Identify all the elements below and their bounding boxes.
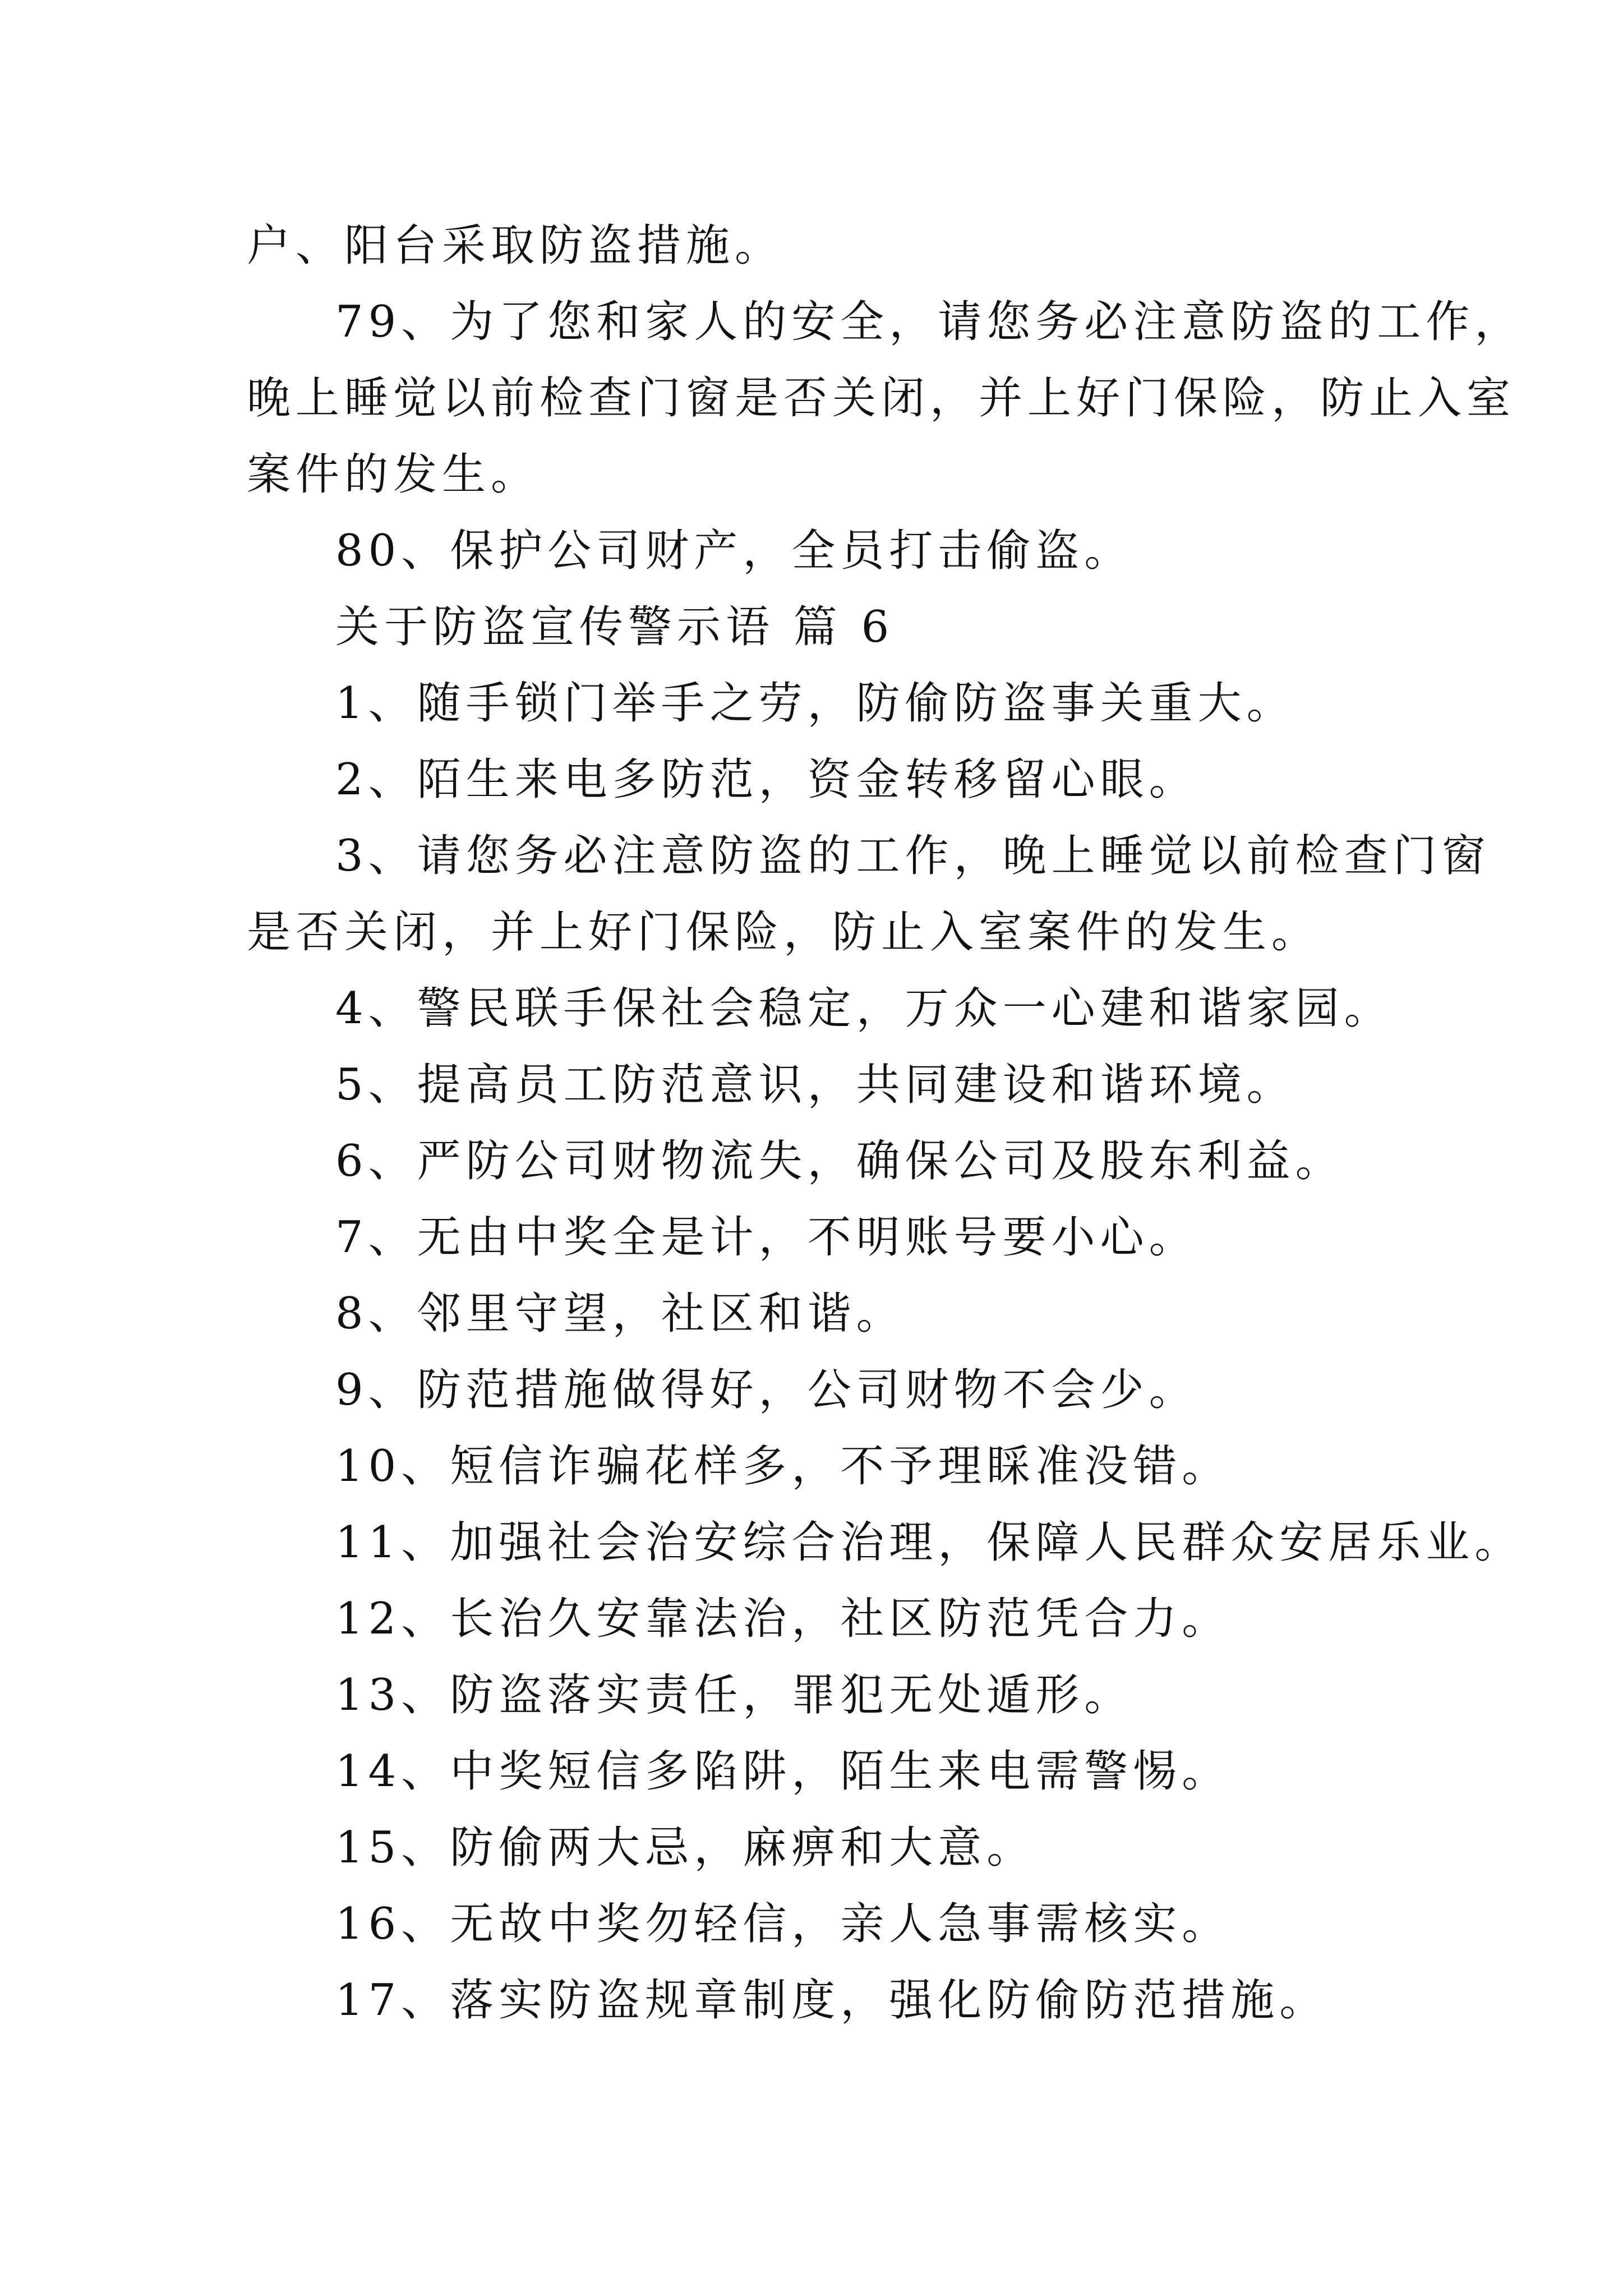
list-item: 8、邻里守望，社区和谐。 (335, 1289, 905, 1339)
paragraph-line: 案件的发生。 (247, 449, 540, 500)
section-heading: 关于防盗宣传警示语 篇 6 (335, 602, 895, 652)
list-item: 2、陌生来电多防范，资金转移留心眼。 (335, 754, 1198, 805)
list-item: 12、长治久安靠法治，社区防范凭合力。 (335, 1594, 1231, 1644)
document-body (247, 208, 1524, 2039)
list-item: 11、加强社会治安综合治理，保障人民群众安居乐业。 (335, 1517, 1524, 1568)
list-item: 13、防盗落实责任，罪犯无处遁形。 (335, 1670, 1133, 1720)
list-item: 6、严防公司财物流失，确保公司及股东利益。 (335, 1136, 1344, 1186)
list-item: 4、警民联手保社会稳定，万众一心建和谐家园。 (335, 983, 1393, 1034)
list-item: 15、防偷两大忌，麻痹和大意。 (335, 1823, 1036, 1873)
list-item: 10、短信诈骗花样多，不予理睬准没错。 (335, 1441, 1231, 1492)
list-item: 14、中奖短信多陷阱，陌生来电需警惕。 (335, 1746, 1231, 1797)
list-item: 5、提高员工防范意识，共同建设和谐环境。 (335, 1060, 1295, 1110)
list-item-continuation: 是否关闭，并上好门保险，防止入室案件的发生。 (247, 907, 1321, 958)
paragraph-line: 晚上睡觉以前检查门窗是否关闭，并上好门保险，防止入室 (247, 373, 1516, 424)
list-item: 9、防范措施做得好，公司财物不会少。 (335, 1365, 1198, 1415)
paragraph-line: 80、保护公司财产，全员打击偷盗。 (335, 526, 1133, 576)
list-item: 7、无由中奖全是计，不明账号要小心。 (335, 1212, 1198, 1263)
list-item: 3、请您务必注意防盗的工作，晚上睡觉以前检查门窗 (335, 831, 1491, 881)
list-item: 16、无故中奖勿轻信，亲人急事需核实。 (335, 1899, 1231, 1949)
list-item: 17、落实防盗规章制度，强化防偷防范措施。 (335, 1975, 1329, 2026)
list-item: 1、随手锁门举手之劳，防偷防盗事关重大。 (335, 678, 1295, 729)
paragraph-line: 户、阳台采取防盗措施。 (247, 220, 784, 271)
paragraph-line: 79、为了您和家人的安全，请您务必注意防盗的工作， (335, 297, 1524, 347)
